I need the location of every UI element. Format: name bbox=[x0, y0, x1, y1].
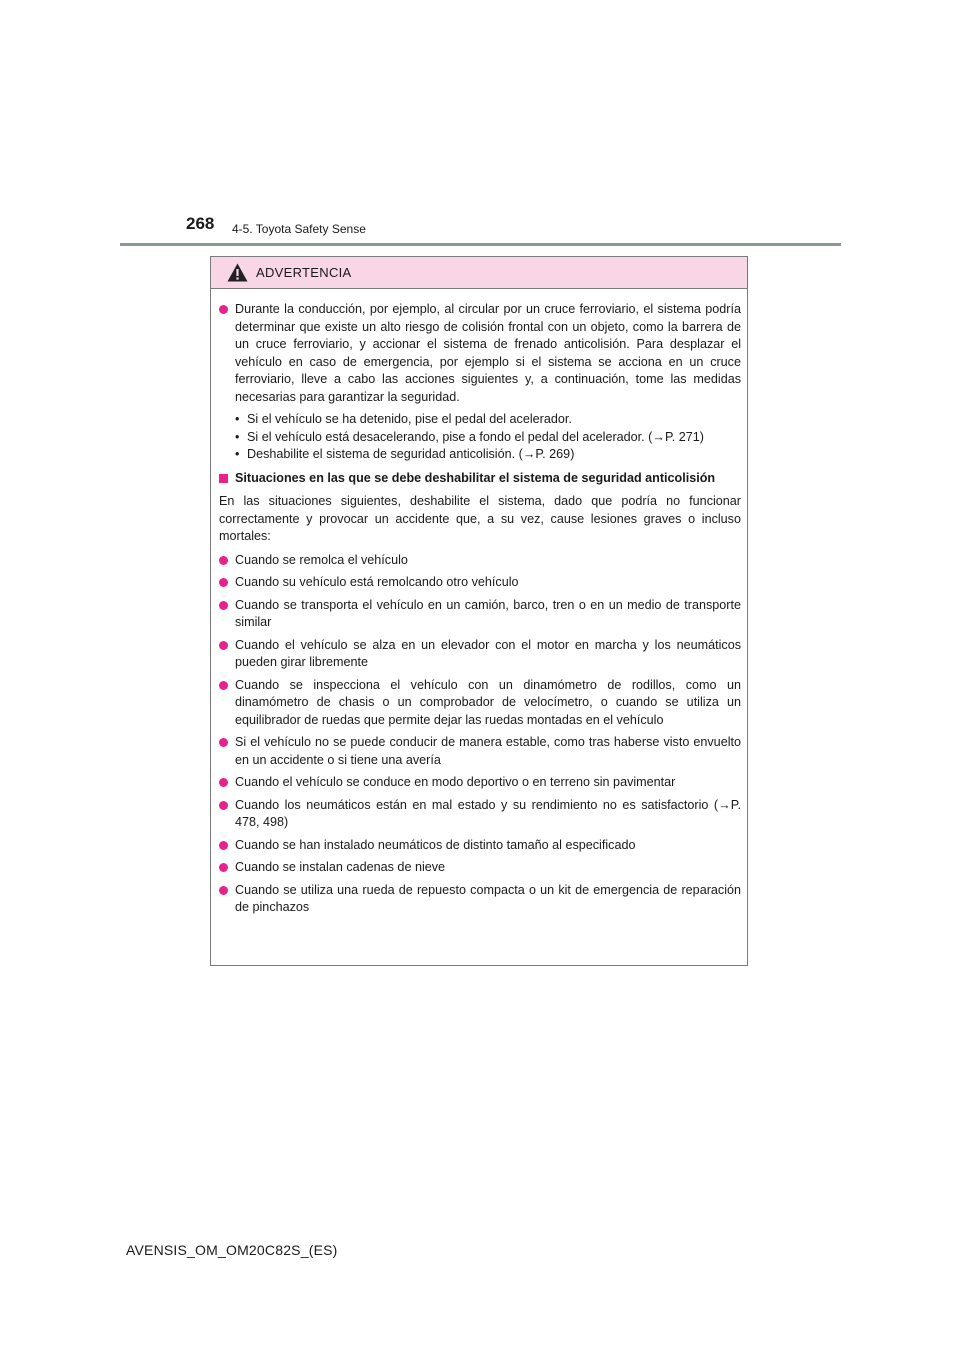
list-item: Cuando se han instalado neumáticos de distinto tamaño al especificado bbox=[219, 837, 741, 855]
sub-item: • Si el vehículo está desacelerando, pise a fondo el pedal del acelerador. (→P. 271) bbox=[235, 429, 741, 447]
sub-item-list bbox=[235, 411, 741, 464]
bullet-dot-icon bbox=[219, 305, 228, 314]
warning-header bbox=[211, 257, 747, 289]
document-code: AVENSIS_OM_OM20C82S_(ES) bbox=[126, 1242, 338, 1258]
bullet-dot-icon bbox=[219, 641, 228, 650]
intro-text: Durante la conducción, por ejemplo, al circular por un cruce ferroviario, el sistema podría determinar que existe un alto riesgo de colisión frontal con un objeto, como la barrera de un cruce ferroviario, y accionar el sistema de frenado anticolisión. Para desplazar el vehículo en caso de emergencia, por ejemplo si el sistema se acciona en un cruce ferroviario, lleve a cabo las acciones siguientes y, a continuación, tome las medidas necesarias para garantizar la seguridad. bbox=[235, 302, 741, 404]
warning-title: ADVERTENCIA bbox=[256, 265, 352, 280]
sub-bullet-icon: • bbox=[235, 429, 240, 444]
list-item: Cuando el vehículo se alza en un elevador con el motor en marcha y los neumáticos pueden girar libremente bbox=[219, 637, 741, 672]
list-item: Cuando se transporta el vehículo en un camión, barco, tren o en un medio de transporte similar bbox=[219, 597, 741, 632]
header-divider bbox=[120, 243, 841, 246]
sub-bullet-icon: • bbox=[235, 447, 240, 461]
intro-bullet bbox=[219, 301, 741, 406]
list-item: Cuando su vehículo está remolcando otro vehículo bbox=[219, 574, 741, 592]
bullet-dot-icon bbox=[219, 601, 228, 610]
bullet-dot-icon bbox=[219, 841, 228, 850]
bullet-dot-icon bbox=[219, 778, 228, 787]
section-title: 4-5. Toyota Safety Sense bbox=[232, 222, 366, 236]
list-item: Si el vehículo no se puede conducir de manera estable, como tras haberse visto envuelto en un accidente o si tiene una avería bbox=[219, 734, 741, 769]
sub-item: • Deshabilite el sistema de seguridad anticolisión. (→P. 269) bbox=[235, 446, 741, 464]
list-item: Cuando se remolca el vehículo bbox=[219, 552, 741, 570]
square-bullet-icon bbox=[219, 474, 228, 483]
bullet-dot-icon bbox=[219, 738, 228, 747]
bullet-dot-icon bbox=[219, 578, 228, 587]
sub-item: • Si el vehículo se ha detenido, pise el pedal del acelerador. bbox=[235, 411, 741, 429]
list-item: Cuando se inspecciona el vehículo con un dinamómetro de rodillos, como un dinamómetro de chasis o un comprobador de velocímetro, o cuando se utiliza un equilibrador de ruedas que permite dejar las ruedas montadas en el vehículo bbox=[219, 677, 741, 730]
list-item: Cuando se instalan cadenas de nieve bbox=[219, 859, 741, 877]
warning-triangle-icon bbox=[227, 263, 248, 282]
bullet-dot-icon bbox=[219, 681, 228, 690]
bullet-dot-icon bbox=[219, 886, 228, 895]
section-intro: En las situaciones siguientes, deshabilite el sistema, dado que podría no funcionar correctamente y provocar un accidente que, a su vez, cause lesiones graves o incluso mortales: bbox=[219, 494, 741, 543]
list-item: Cuando se utiliza una rueda de repuesto compacta o un kit de emergencia de reparación de pinchazos bbox=[219, 882, 741, 917]
warning-body bbox=[211, 289, 747, 917]
bullet-dot-icon bbox=[219, 801, 228, 810]
section-heading: Situaciones en las que se debe deshabilitar el sistema de seguridad anticolisión bbox=[219, 470, 741, 488]
sub-bullet-icon: • bbox=[235, 412, 240, 426]
bullet-dot-icon bbox=[219, 556, 228, 565]
warning-box bbox=[210, 256, 748, 966]
list-item: Cuando el vehículo se conduce en modo deportivo o en terreno sin pavimentar bbox=[219, 774, 741, 792]
page-number: 268 bbox=[186, 214, 215, 233]
bullet-dot-icon bbox=[219, 863, 228, 872]
list-item: Cuando los neumáticos están en mal estado y su rendimiento no es satisfactorio (→P. 478, 498) bbox=[219, 797, 741, 832]
